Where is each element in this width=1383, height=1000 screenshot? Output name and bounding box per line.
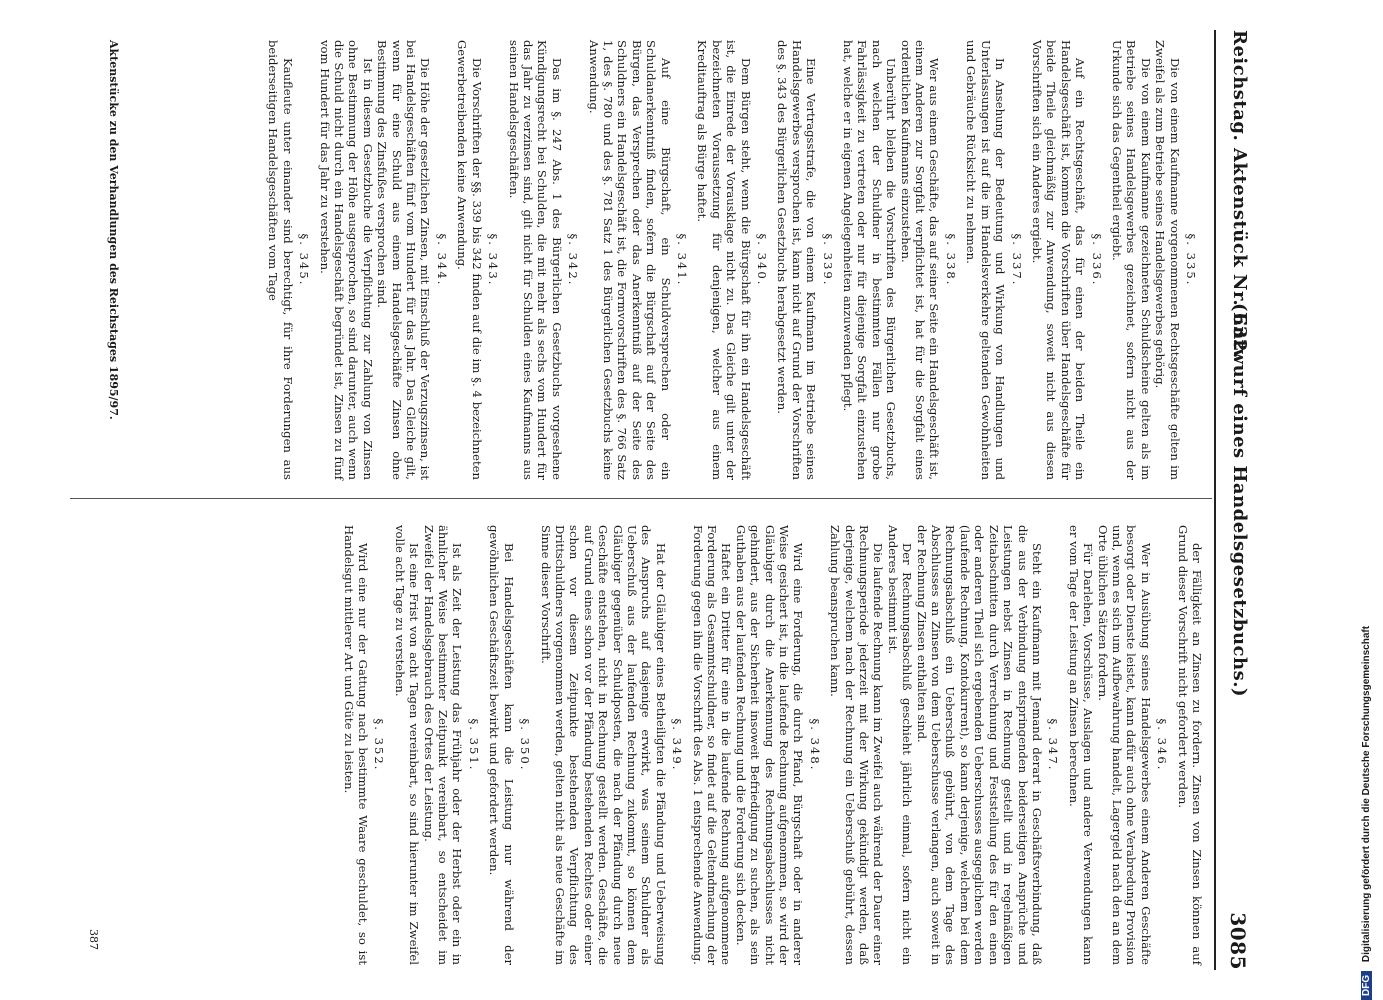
- paragraph: Die Vorschriften der §§. 339 bis 342 finden auf die im §. 4 bezeichneten Gewerbetreibenden keine Anwendung.: [455, 40, 484, 480]
- paragraph: Hat der Gläubiger eines Betheiligten die Pfändung und Ueberweisung des Anspruchs auf dasjenige erwirkt, was seinem Schuldner als Ueberschuß aus der laufenden Rechnung zukommt, so können dem Gläubiger gegenüber Schuldposten, die nach der Pfändung durch neue Geschäfte entstehen, nicht in Rechnung gestellt werden. Geschäfte, die auf Grund eines schon vor der Pfändung bestehenden Rechtes oder einer schon vor diesem Zeitpunkte bestehenden Verpflichtung des Drittschuldners vorgenommen werden, gelten nicht als neue Geschäfte im Sinne dieser Vorschrift.: [538, 525, 668, 965]
- column-divider: [70, 498, 1212, 499]
- section-heading: §. 340.: [755, 233, 770, 287]
- header-title: (Entwurf eines Handelsgesetzbuchs.): [1229, 302, 1250, 697]
- paragraph: Die von einem Kaufmanne vorgenommenen Rechtsgeschäfte gelten im Zweifel als zum Betriebe seines Handelsgewerbes gehörig.: [1153, 40, 1182, 480]
- paragraph: Ist in diesem Gesetzbuche die Verpflichtung zur Zahlung von Zinsen ohne Bestimmung der Höhe ausgesprochen, so sind darunter, auch wenn die Schuld nicht durch ein Handelsgeschäft begründet ist, Zinsen zu fünf vom Hundert für das Jahr zu verstehen.: [317, 40, 375, 480]
- paragraph: Das im §. 247 Abs. 1 des Bürgerlichen Gesetzbuchs vorgesehene Kündigungsrecht bei Schulden, die mit mehr als sechs vom Hundert für das Jahr zu verzinsen sind, gilt nicht für Schulden eines Kaufmanns aus seinen Handelsgeschäften.: [506, 40, 564, 480]
- page-header: [1220, 30, 1250, 970]
- paragraph: der Fälligkeit an Zinsen zu fordern. Zinsen von Zinsen können auf Grund dieser Vorschrift nicht gefordert werden.: [1175, 525, 1204, 965]
- digitization-credit: Digitalisierung gefördert durch die Deutsche Forschungsgemeinschaft: [1361, 625, 1372, 963]
- paragraph: Haftet ein Dritter für eine in die laufende Rechnung aufgenommene Forderung als Gesammtschuldner, so findet auf die Geltendmachung der Forderung gegen ihn die Vorschrift des Abs. 1 entsprechende Anwendung.: [690, 525, 734, 965]
- section-heading: §. 343.: [486, 233, 501, 287]
- paragraph: Bei Handelsgeschäften kann die Leistung nur während der gewöhnlichen Geschäftszeit bewirkt und gefordert werden.: [487, 525, 516, 965]
- paragraph: Steht ein Kaufmann mit Jemand derart in Geschäftsverbindung, daß die aus der Verbindung entspringenden beiderseitigen Ansprüche und Leistungen nebst Zinsen in Rechnung gestellt und in regelmäßigen Zeitabschnitten durch Verrechnung und Feststellung des für den einen oder anderen Theil sich ergebenden Ueberschusses ausgeglichen werden (laufende Rechnung, Kontokurrent), so kann derjenige, welchem bei dem Rechnungsabschluß ein Ueberschuß gebührt, von dem Tage des Abschlusses an Zinsen von dem Ueberschusse verlangen, auch soweit in der Rechnung Zinsen enthalten sind.: [914, 525, 1044, 965]
- paragraph: Wer aus einem Geschäfte, das auf seiner Seite ein Handelsgeschäft ist, einem Anderen zur Sorgfalt verpflichtet ist, hat für die Sorgfalt eines ordentlichen Kaufmanns einzustehen.: [898, 40, 942, 480]
- paragraph: Eine Vertragsstrafe, die von einem Kaufmann im Betriebe seines Handelsgewerbes versprochen ist, kann nicht auf Grund der Vorschriften des §. 343 des Bürgerlichen Gesetzbuchs herabgesetzt werden.: [775, 40, 819, 480]
- footer-page-number: 387: [87, 929, 100, 950]
- header-left: Reichstag. Aktenstück Nr. 632.: [1229, 30, 1250, 359]
- paragraph: Dem Bürgen steht, wenn die Bürgschaft für ihn ein Handelsgeschäft ist, die Einrede der Vorausklage nicht zu. Das Gleiche gilt unter der bezeichneten Voraussetzung für denjenigen, welcher aus einem Kreditauftrag als Bürge haftet.: [695, 40, 753, 480]
- section-heading: §. 335.: [1184, 233, 1198, 287]
- section-heading: §. 338.: [943, 233, 958, 287]
- paragraph: Wer in Ausübung seines Handelsgewerbes einem Anderen Geschäfte besorgt oder Dienste leistet, kann dafür auch ohne Verabredung Provision und, wenn es sich um Aufbewahrung handelt, Lagergeld nach den an dem Orte üblichen Sätzen fordern.: [1095, 525, 1153, 965]
- section-heading: §. 352.: [372, 718, 387, 772]
- section-heading: §. 348.: [807, 718, 822, 772]
- section-heading: §. 344.: [434, 233, 449, 287]
- section-heading: §. 346.: [1155, 718, 1170, 772]
- paragraph: In Ansehung der Bedeutung und Wirkung von Handlungen und Unterlassungen ist auf die im Handelsverkehre geltenden Gewohnheiten und Gebräuche Rücksicht zu nehmen.: [964, 40, 1008, 480]
- paragraph: Ist als Zeit der Leistung das Frühjahr oder der Herbst oder ein in ähnlicher Weise bestimmter Zeitpunkt vereinbart, so entscheidet im Zweifel der Handelsgebrauch des Ortes der Leistung.: [421, 525, 465, 965]
- paragraph: Kaufleute unter einander sind berechtigt, für ihre Forderungen aus beiderseitigen Handelsgeschäften vom Tage: [266, 40, 295, 480]
- section-heading: §. 351.: [466, 718, 481, 772]
- paragraph: Ist eine Frist von acht Tagen vereinbart, so sind hierunter im Zweifel volle acht Tage zu verstehen.: [392, 525, 422, 965]
- header-page-number: 3085: [1226, 912, 1250, 970]
- paragraph: Unberührt bleiben die Vorschriften des Bürgerlichen Gesetzbuchs, nach welchen der Schuldner in bestimmten Fällen nur grobe Fahrlässigkeit zu vertreten oder nur für diejenige Sorgfalt einzustehen hat, welche er in eigenen Angelegenheiten anzuwenden pflegt.: [841, 40, 899, 480]
- paragraph: Wird eine nur der Gattung nach bestimmte Waare geschuldet, so ist Handelsgut mittlerer Art und Güte zu leisten.: [341, 525, 371, 965]
- paragraph: Auf ein Rechtsgeschäft, das für einen der beiden Theile ein Handelsgeschäft ist, kommen die Vorschriften über Handelsgeschäfte für beide Theile gleichmäßig zur Anwendung, soweit nicht aus diesen Vorschriften sich ein Anderes ergiebt.: [1029, 40, 1088, 480]
- paragraph: Die laufende Rechnung kann im Zweifel auch während der Dauer einer Rechnungsperiode jederzeit mit der Wirkung gekündigt werden, daß derjenige, welchem nach der Rechnung ein Ueberschuß gebührt, dessen Zahlung beanspruchen kann.: [828, 525, 886, 965]
- paragraph: Die Höhe der gesetzlichen Zinsen, mit Einschluß der Verzugszinsen, ist bei Handelsgeschäften fünf vom Hundert für das Jahr. Das Gleiche gilt, wenn für eine Schuld aus einem Handelsgeschäfte Zinsen ohne Bestimmung des Zinsfußes versprochen sind.: [375, 40, 433, 480]
- paragraph: Für Darlehen, Vorschüsse, Auslagen und andere Verwendungen kann er vom Tage der Leistung an Zinsen berechnen.: [1066, 525, 1096, 965]
- section-heading: §. 337.: [1009, 233, 1024, 287]
- section-heading: §. 347.: [1046, 718, 1061, 772]
- paragraph: Die von einem Kaufmanne gezeichneten Schuldscheine gelten als im Betriebe seines Handelsgewerbes gezeichnet, sofern nicht aus der Urkunde sich das Gegentheil ergiebt.: [1109, 40, 1153, 480]
- section-heading: §. 336.: [1089, 233, 1104, 287]
- section-heading: §. 339.: [820, 233, 835, 287]
- section-heading: §. 345.: [297, 233, 312, 287]
- section-heading: §. 341.: [675, 233, 689, 287]
- section-heading: §. 342.: [566, 233, 581, 287]
- paragraph: Der Rechnungsabschluß geschieht jährlich einmal, sofern nicht ein Anderes bestimmt ist.: [885, 525, 915, 965]
- left-column: [266, 40, 1204, 480]
- section-heading: §. 349.: [670, 718, 685, 772]
- right-column: [341, 525, 1204, 965]
- dfg-logo: DFG: [1361, 971, 1372, 1000]
- footer-note: Aktenstücke zu den Verhandlungen des Reichstages 1895/97.: [107, 40, 120, 420]
- paragraph: Wird eine Forderung, die durch Pfand, Bürgschaft oder in anderer Weise gesichert ist, in die laufende Rechnung aufgenommen, so wird der Gläubiger durch die Anerkennung des Rechnungsabschlusses nicht gehindert, aus der Sicherheit insoweit Befriedigung zu suchen, als sein Guthaben aus der laufenden Rechnung und die Forderung sich decken.: [733, 525, 806, 965]
- paragraph: Auf eine Bürgschaft, ein Schuldversprechen oder ein Schuldanerkenntniß finden, sofern die Bürgschaft auf der Seite des Bürgen, das Versprechen oder das Anerkenntniß auf der Seite des Schuldners ein Handelsgeschäft ist, die Formvorschriften des §. 766 Satz 1, des §. 780 und des §. 781 Satz 1 des Bürgerlichen Gesetzbuchs keine Anwendung.: [586, 40, 673, 480]
- header-rule: [1214, 30, 1216, 970]
- section-heading: §. 350.: [518, 718, 533, 772]
- digitization-sidebar: [1361, 0, 1383, 1000]
